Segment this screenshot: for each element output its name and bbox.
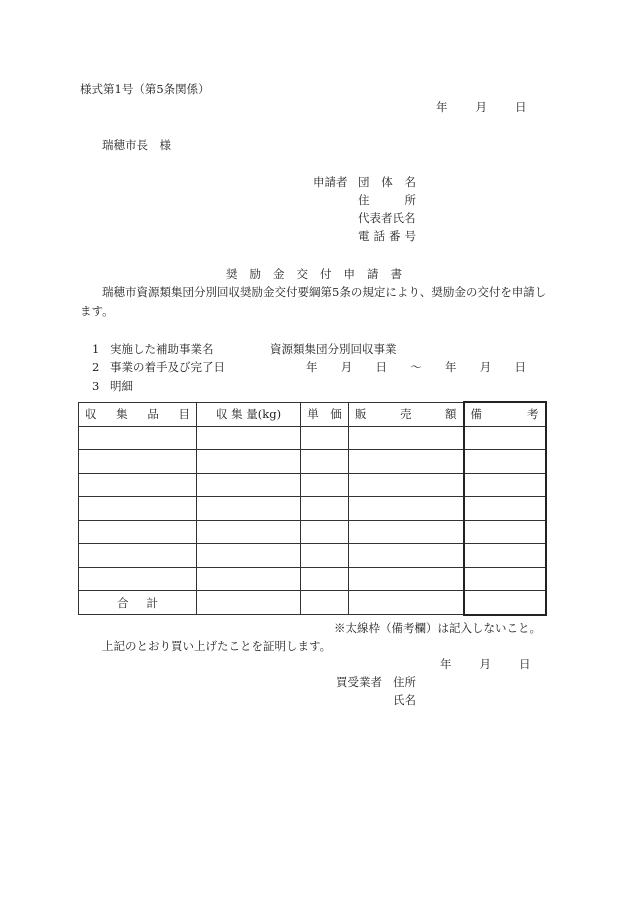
applicant-group-name-label: 団 体 名 bbox=[358, 175, 416, 189]
cell-item[interactable] bbox=[79, 520, 197, 544]
buyer-label: 買受業者 bbox=[336, 675, 382, 689]
item-2-label: 事業の着手及び完了日 bbox=[110, 360, 225, 374]
certify-text: 上記のとおり買い上げたことを証明します。 bbox=[102, 639, 332, 653]
cell-unit-price[interactable] bbox=[301, 567, 349, 591]
remark: ※太線枠（備考欄）は記入しないこと。 bbox=[334, 621, 541, 635]
item-2-number: 2 bbox=[92, 360, 100, 374]
cell-note bbox=[464, 567, 546, 591]
details-table bbox=[78, 401, 547, 616]
header-item: 収 集 品 目 bbox=[79, 402, 197, 426]
table-header-row bbox=[79, 402, 546, 426]
cell-quantity[interactable] bbox=[197, 567, 301, 591]
header-note: 備 考 bbox=[464, 402, 546, 426]
cell-sales[interactable] bbox=[349, 426, 464, 450]
date-top-year: 年 bbox=[436, 100, 448, 114]
table-row bbox=[79, 473, 546, 497]
buyer-name-label: 氏名 bbox=[393, 693, 416, 707]
header-unit-price: 単 価 bbox=[301, 402, 349, 426]
table-row bbox=[79, 426, 546, 450]
document-title: 奨 励 金 交 付 申 請 書 bbox=[226, 267, 402, 281]
cell-item[interactable] bbox=[79, 426, 197, 450]
date-top bbox=[436, 100, 527, 114]
item-1-number: 1 bbox=[92, 342, 100, 356]
cell-quantity[interactable] bbox=[197, 473, 301, 497]
form-number: 様式第1号（第5条関係） bbox=[80, 82, 210, 96]
date-bottom-month: 月 bbox=[479, 657, 491, 671]
total-note bbox=[464, 591, 546, 615]
addressee: 瑞穂市長 様 bbox=[102, 138, 171, 152]
applicant-representative-label: 代表者氏名 bbox=[358, 211, 416, 225]
total-sales[interactable] bbox=[349, 591, 464, 615]
cell-unit-price[interactable] bbox=[301, 473, 349, 497]
cell-unit-price[interactable] bbox=[301, 520, 349, 544]
date-bottom-year: 年 bbox=[440, 657, 452, 671]
cell-note bbox=[464, 497, 546, 521]
cell-sales[interactable] bbox=[349, 544, 464, 568]
cell-quantity[interactable] bbox=[197, 544, 301, 568]
date-top-month: 月 bbox=[475, 100, 487, 114]
buyer-address-label: 住所 bbox=[393, 675, 416, 689]
cell-note bbox=[464, 450, 546, 474]
cell-sales[interactable] bbox=[349, 450, 464, 474]
item-3-number: 3 bbox=[92, 379, 100, 393]
item-2-date-range: 年 月 日 ～ 年 月 日 bbox=[306, 360, 526, 374]
cell-item[interactable] bbox=[79, 473, 197, 497]
cell-sales[interactable] bbox=[349, 520, 464, 544]
cell-sales[interactable] bbox=[349, 473, 464, 497]
item-3-label: 明細 bbox=[110, 379, 133, 393]
table-row bbox=[79, 520, 546, 544]
applicant-phone-label: 電 話 番 号 bbox=[358, 229, 416, 243]
date-top-day: 日 bbox=[515, 100, 527, 114]
cell-unit-price[interactable] bbox=[301, 544, 349, 568]
cell-unit-price[interactable] bbox=[301, 450, 349, 474]
table-row bbox=[79, 497, 546, 521]
cell-item[interactable] bbox=[79, 450, 197, 474]
cell-unit-price[interactable] bbox=[301, 426, 349, 450]
cell-quantity[interactable] bbox=[197, 426, 301, 450]
header-quantity: 収 集 量(kg) bbox=[197, 402, 301, 426]
cell-quantity[interactable] bbox=[197, 497, 301, 521]
cell-sales[interactable] bbox=[349, 497, 464, 521]
total-label: 合計 bbox=[79, 591, 197, 615]
applicant-label: 申請者 bbox=[313, 175, 348, 189]
date-bottom bbox=[440, 657, 531, 671]
body-text-line2: ます。 bbox=[80, 304, 114, 318]
cell-unit-price[interactable] bbox=[301, 497, 349, 521]
cell-note bbox=[464, 473, 546, 497]
cell-sales[interactable] bbox=[349, 567, 464, 591]
total-quantity[interactable] bbox=[197, 591, 301, 615]
cell-item[interactable] bbox=[79, 567, 197, 591]
item-1-value: 資源類集団分別回収事業 bbox=[270, 342, 397, 356]
cell-item[interactable] bbox=[79, 544, 197, 568]
header-sales: 販 売 額 bbox=[349, 402, 464, 426]
table-row bbox=[79, 450, 546, 474]
body-text-line1: 瑞穂市資源類集団分別回収奨励金交付要綱第5条の規定により、奨励金の交付を申請し bbox=[102, 285, 547, 299]
cell-item[interactable] bbox=[79, 497, 197, 521]
applicant-address-label: 住 所 bbox=[358, 193, 416, 207]
cell-note bbox=[464, 426, 546, 450]
table-row bbox=[79, 567, 546, 591]
item-1-label: 実施した補助事業名 bbox=[110, 342, 214, 356]
cell-quantity[interactable] bbox=[197, 520, 301, 544]
table-row bbox=[79, 544, 546, 568]
table-total-row bbox=[79, 591, 546, 615]
cell-quantity[interactable] bbox=[197, 450, 301, 474]
cell-note bbox=[464, 544, 546, 568]
date-bottom-day: 日 bbox=[519, 657, 531, 671]
total-unit-price[interactable] bbox=[301, 591, 349, 615]
cell-note bbox=[464, 520, 546, 544]
